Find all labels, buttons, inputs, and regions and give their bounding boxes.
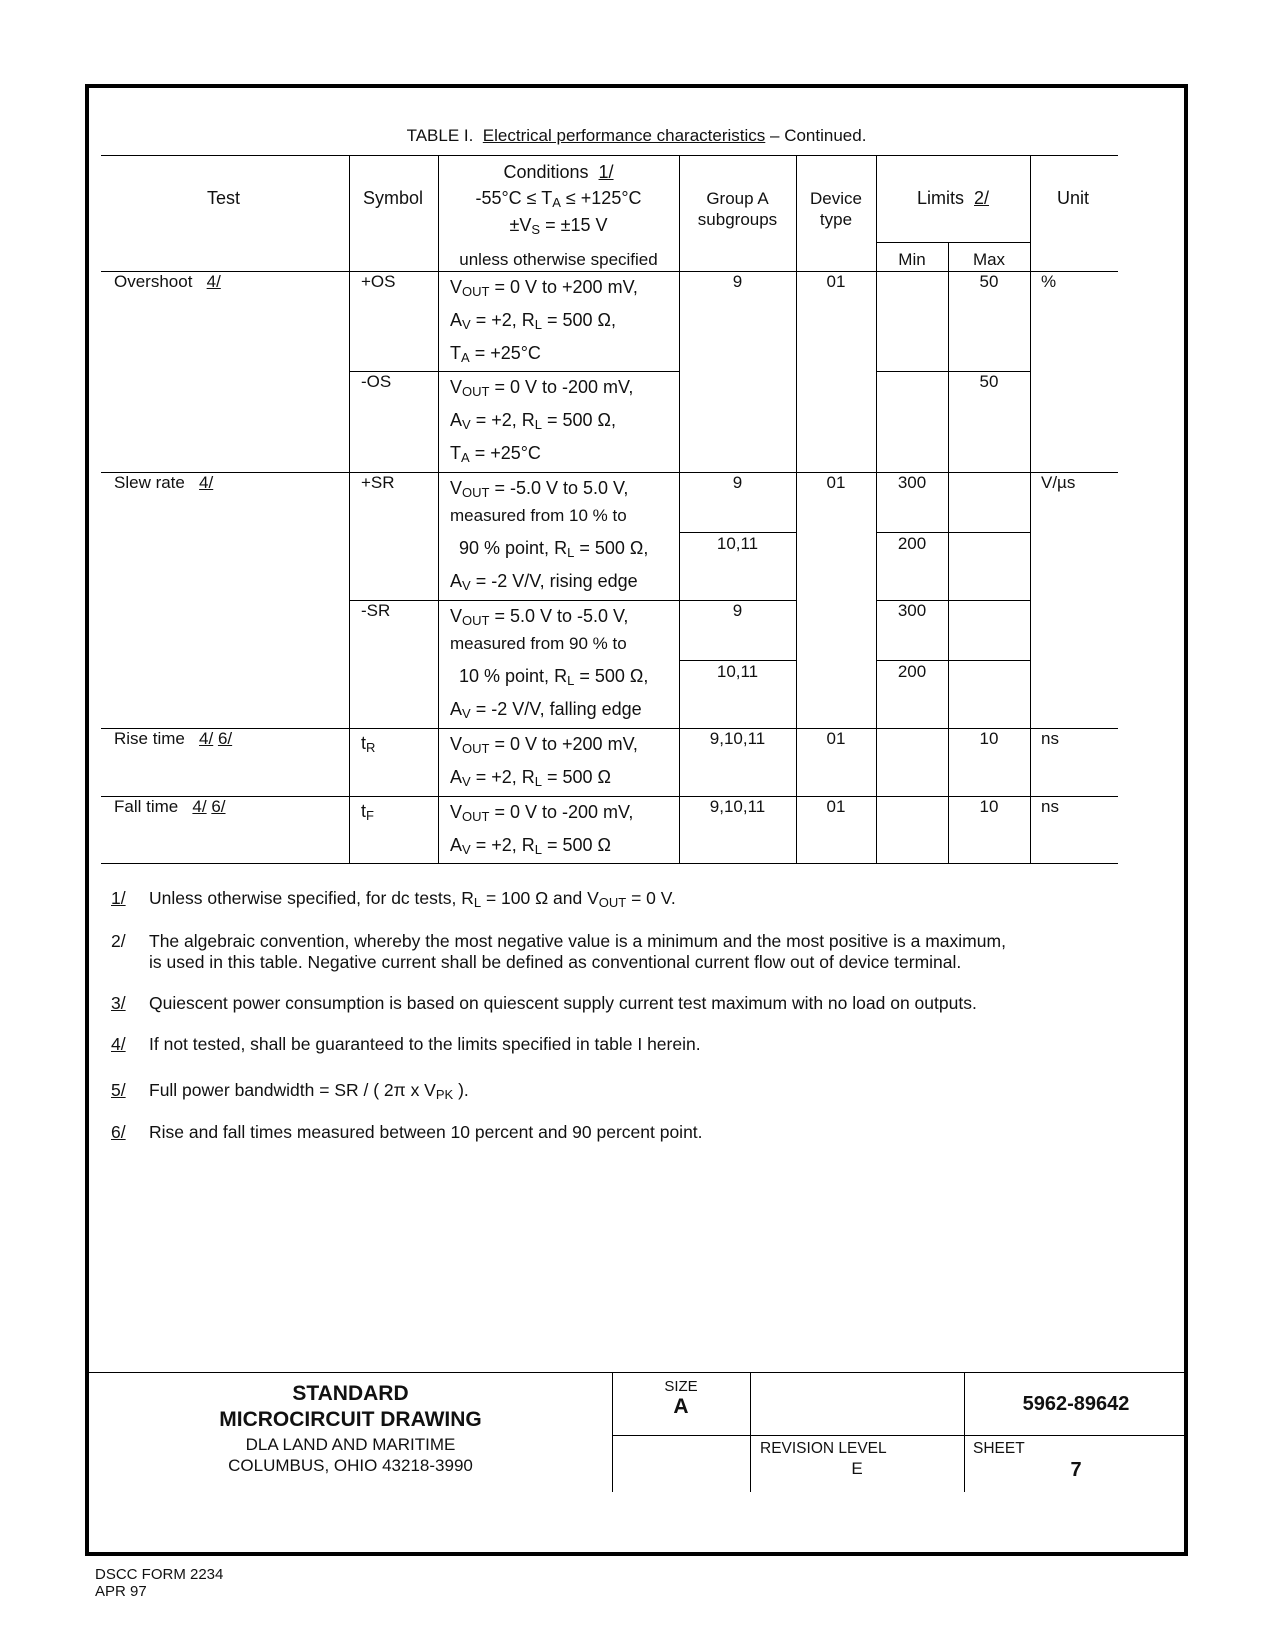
row-slew-plus-cond-2: measured from 10 % to [450,506,627,525]
form-identifier: DSCC FORM 2234 APR 97 [95,1566,224,1600]
row-fall-cond-1: $V_{OUT} = 0$ V to -200 mV, [450,802,634,824]
row-overshoot-minus-cond-1: $V_{OUT} = 0$ V to -200 mV, [450,377,634,399]
row-slew-minus-cond-4: $A_V = -2$ V/V, falling edge [450,699,642,721]
footer-drawing-number: 5962-89642 [1022,1393,1130,1415]
header-device-type: Device type [810,189,862,229]
row-overshoot-plus-cond-2: $A_V = +2$, $R_L = 500$ Ω, [450,310,617,332]
footer-sheet-label: SHEET [973,1440,1025,1457]
row-slew-minus-cond-3: 10 % point, $R_L = 500$ Ω, [459,666,649,688]
header-temperature: $-55^\circ C \le T_A \le +125^\circ C$ [475,188,642,210]
row-overshoot-plus-max: 50 [979,272,999,291]
row-fall-test: Fall time 4/ 6/ [114,797,226,816]
row-fall-device: 01 [826,797,846,816]
header-symbol: Symbol [363,188,424,208]
header-conditions: Conditions 1/ [503,162,614,182]
row-slew-minus-group-2: 10,11 [716,662,759,681]
header-limits: Limits 2/ [916,188,990,208]
row-rise-cond-1: $V_{OUT} = 0$ V to +200 mV, [450,734,638,756]
row-rise-symbol: $t_R$ [361,733,376,755]
footer-address: COLUMBUS, OHIO 43218-3990 [228,1456,473,1475]
header-test: Test [207,188,241,208]
row-slew-plus-cond-3: 90 % point, $R_L = 500$ Ω, [459,538,649,560]
header-max: Max [972,250,1006,269]
row-rise-group: 9,10,11 [709,729,766,748]
row-slew-minus-group-1: 9 [732,601,743,620]
row-fall-cond-2: $A_V = +2$, $R_L = 500$ Ω [450,835,612,857]
row-overshoot-plus-cond-1: $V_{OUT} = 0$ V to +200 mV, [450,277,638,299]
footer-revision-label: REVISION LEVEL [760,1440,887,1457]
row-rise-test: Rise time 4/ 6/ [114,729,233,748]
footer-size-value: A [673,1395,689,1418]
header-unit: Unit [1057,188,1090,208]
row-slew-test: Slew rate 4/ [114,473,214,492]
row-overshoot-plus-cond-3: $T_A = +25^\circ C$ [450,343,541,365]
row-slew-plus-group-2: 10,11 [716,534,759,553]
footer-agency: DLA LAND AND MARITIME [245,1435,456,1454]
row-overshoot-device: 01 [826,272,846,291]
header-unless: unless otherwise specified [459,250,658,269]
row-slew-minus-cond-2: measured from 90 % to [450,634,627,653]
footer-microcircuit: MICROCIRCUIT DRAWING [219,1408,482,1431]
footer-revision-value: E [851,1459,863,1478]
row-slew-minus-cond-1: $V_{OUT} = 5.0$ V to -5.0 V, [450,606,629,628]
row-overshoot-minus-symbol: -OS [361,372,392,391]
row-slew-plus-group-1: 9 [732,473,743,492]
header-supply: $\pm V_S = \pm 15$ V [509,215,608,237]
row-overshoot-group: 9 [732,272,743,291]
row-rise-max: 10 [979,729,999,748]
row-slew-minus-symbol: -SR [361,601,391,620]
row-overshoot-unit: % [1041,272,1057,291]
row-fall-group: 9,10,11 [709,797,766,816]
row-slew-plus-cond-4: $A_V = -2$ V/V, rising edge [450,571,638,593]
header-min: Min [898,250,926,269]
row-overshoot-minus-cond-3: $T_A = +25^\circ C$ [450,443,541,465]
row-slew-minus-min-2: 200 [897,662,927,681]
footer-sheet-value: 7 [1070,1459,1082,1481]
row-fall-symbol: $t_F$ [361,801,374,823]
row-slew-plus-min-2: 200 [897,534,927,553]
row-rise-device: 01 [826,729,846,748]
row-rise-cond-2: $A_V = +2$, $R_L = 500$ Ω [450,767,612,789]
row-fall-max: 10 [979,797,999,816]
row-slew-device: 01 [826,473,846,492]
header-group-a: Group A subgroups [697,189,778,229]
row-overshoot-plus-symbol: +OS [361,272,396,291]
row-fall-unit: ns [1041,797,1059,816]
document-frame: TABLE I. Electrical performance characteristics – Continued. Test Symbol Conditions 1/ $-55^\circ C \le T_A \le +125^\circ C$ $\pm V_S = \pm 15$ V unless otherwise specified Group A subgroups Device type Limits 2/ Min Max Unit Overshoot 4/ +OS $V_{OUT} = 0$ V to +200 mV, $A_V = +2$, $R_L = 500$ Ω, $T_A = +25^\circ C$ 9 01 50 % -OS $V_{OUT} = 0$ V to -200 mV, $A_V = +2$, $R_L = 500$ Ω, $T_A = +25^\circ C$ 50 Slew rate 4/ +SR $V_{OUT} = -5.0$ V to 5.0 V, measured from 10 % to 90 % point, $R_L = 500$ Ω, $A_V = -2$ V/V, rising edge 9 10,11 01 300 200 V/µs -SR $V_{OUT} = 5.0$ V to -5.0 V, measured from 90 % to 10 % point, $R_L = 500$ Ω, $A_V = -2$ V/V, falling edge 9 10,11 300 200 Rise time 4/ 6/ $t_R$ $V_{OUT} = 0$ V to +200 mV, $A_V = +2$, $R_L = 500$ Ω 9,10,11 01 10 ns Fall time 4/ 6/ $t_F$ $V_{OUT} = 0$ V to -200 mV, $A_V = +2$, $R_L = 500$ Ω 9,10,11 01 10 ns 1/ Unless otherwise specified, for dc tests, $R_L = 100$ Ω and $V_{OUT} = 0$ V. 2/ The algebraic convention, whereby the most negative value is a minimum and the most positive is a maximum, is used in this table. Negative current shall be defined as conventional current flow out of device terminal. 3/ Quiescent power consumption is based on quiescent supply current test maximum with no load on outputs. 4/ If not tested, shall be guaranteed to the limits specified in table I herein. 5/ Full power bandwidth = SR / ( 2π x $V_{PK}$ ). 6/ Rise and fall times measured between 10 percent and 90 percent point. STANDARD MICROCIRCUIT DRAWING DLA LAND AND MARITIME COLUMBUS, OHIO 43218-3990 SIZE A 5962-89642 REVISION LEVEL E SHEET 7 [85,84,1188,1556]
row-overshoot-minus-cond-2: $A_V = +2$, $R_L = 500$ Ω, [450,410,617,432]
row-slew-plus-symbol: +SR [361,473,395,492]
row-slew-unit: V/µs [1041,473,1076,492]
row-slew-minus-min-1: 300 [897,601,927,620]
row-overshoot-minus-max: 50 [979,372,999,391]
row-rise-unit: ns [1041,729,1059,748]
row-slew-plus-cond-1: $V_{OUT} = -5.0$ V to 5.0 V, [450,478,629,500]
footer-size-label: SIZE [664,1378,698,1395]
row-overshoot-test: Overshoot 4/ [114,272,221,291]
table-title: TABLE I. Electrical performance characteristics – Continued. [406,126,867,145]
footer-standard: STANDARD [292,1382,409,1405]
row-slew-plus-min-1: 300 [897,473,927,492]
